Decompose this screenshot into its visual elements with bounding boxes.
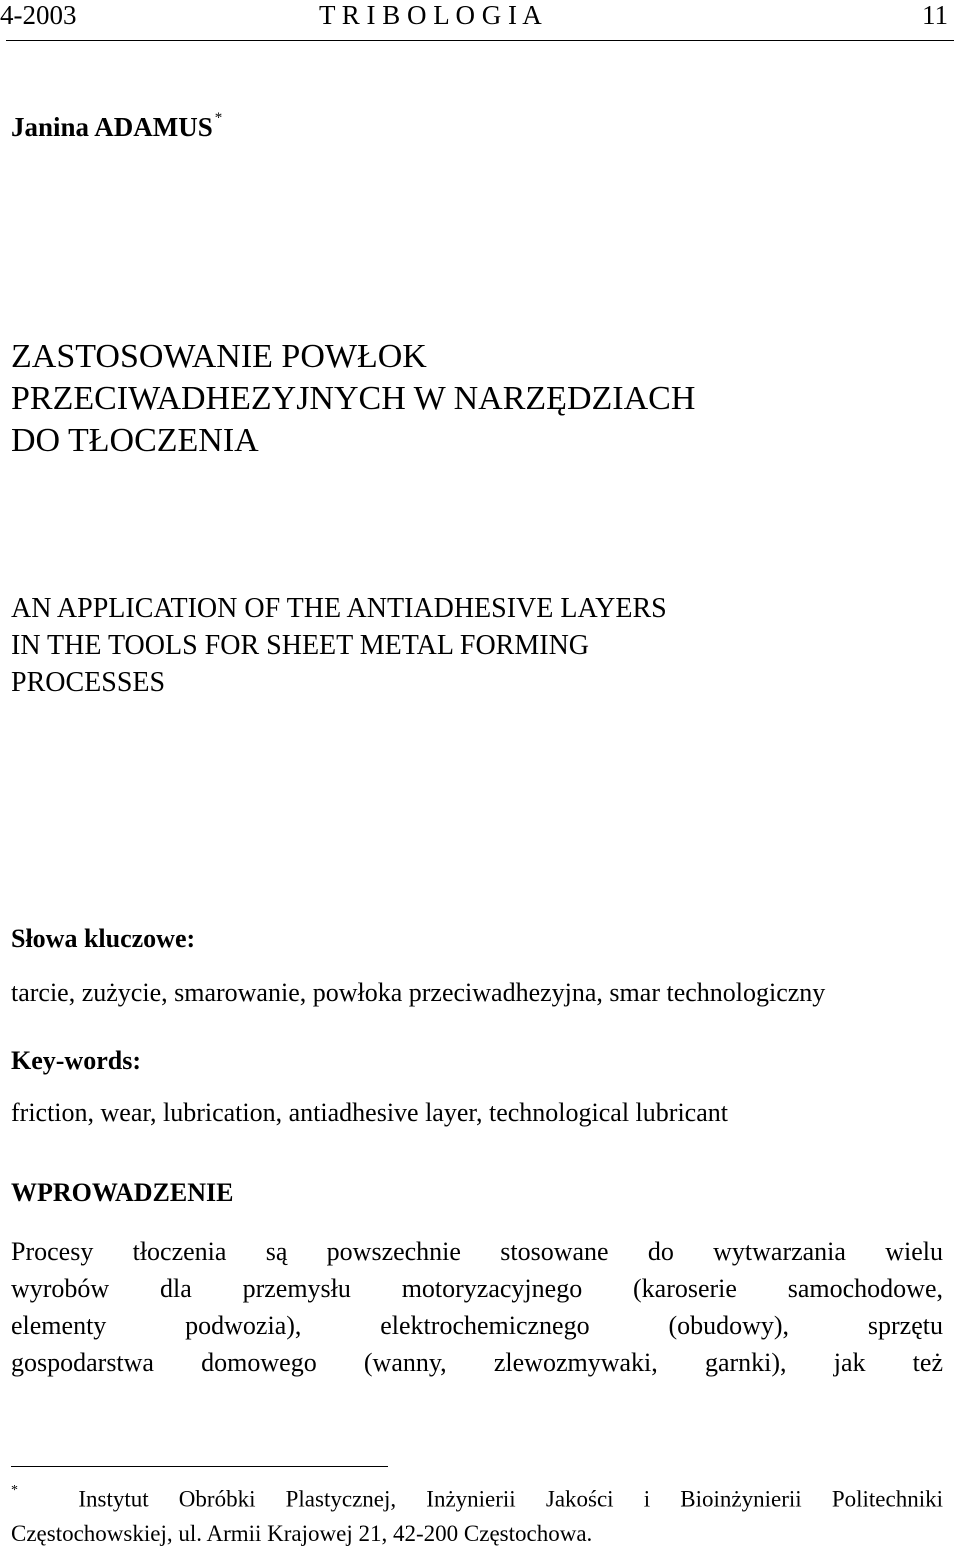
footnote-line-2: Częstochowskiej, ul. Armii Krajowej 21, 42-200 Częstochowa. <box>11 1520 593 1546</box>
title-en-line-3: PROCESSES <box>11 667 166 698</box>
author <box>11 112 222 143</box>
keywords-en-label: Key-words: <box>11 1046 141 1075</box>
title-en-line-2: IN THE TOOLS FOR SHEET METAL FORMING <box>11 630 590 661</box>
keywords-en-text: friction, wear, lubrication, antiadhesive layer, technological lubricant <box>11 1098 728 1127</box>
header-journal: T R I B O L O G I A <box>319 0 542 30</box>
keywords-pl-label: Słowa kluczowe: <box>11 924 196 953</box>
header-page-number: 11 <box>922 0 948 30</box>
title-pl-line-2: PRZECIWADHEZYJNYCH W NARZĘDZIACH <box>11 380 696 417</box>
header-rule <box>6 40 954 41</box>
body-line: elementy podwozia), elektrochemicznego (obudowy), sprzętu <box>11 1311 943 1340</box>
body-line: Procesy tłoczenia są powszechnie stosowane do wytwarzania wielu <box>11 1237 943 1266</box>
footnote <box>11 1478 943 1551</box>
section-heading: WPROWADZENIE <box>11 1178 234 1207</box>
body-paragraph <box>11 1233 943 1381</box>
author-name: Janina ADAMUS <box>11 112 213 142</box>
title-en-line-1: AN APPLICATION OF THE ANTIADHESIVE LAYERS <box>11 593 667 624</box>
header-issue: 4-2003 <box>0 0 77 30</box>
footnote-line-1-text: Instytut Obróbki Plastycznej, Inżynierii Jakości i Bioinżynierii Politechniki <box>78 1486 944 1512</box>
author-marker: * <box>214 110 223 126</box>
keywords-pl-text: tarcie, zużycie, smarowanie, powłoka przeciwadhezyjna, smar technologiczny <box>11 978 826 1007</box>
title-pl-line-3: DO TŁOCZENIA <box>11 422 259 459</box>
footnote-line-1 <box>11 1478 943 1517</box>
footnote-rule <box>11 1466 388 1467</box>
footnote-marker: * <box>11 1483 18 1498</box>
body-line: wyrobów dla przemysłu motoryzacyjnego (karoserie samochodowe, <box>11 1274 943 1303</box>
title-pl-line-1: ZASTOSOWANIE POWŁOK <box>11 338 427 375</box>
body-line: gospodarstwa domowego (wanny, zlewozmywaki, garnki), jak też <box>11 1348 943 1377</box>
